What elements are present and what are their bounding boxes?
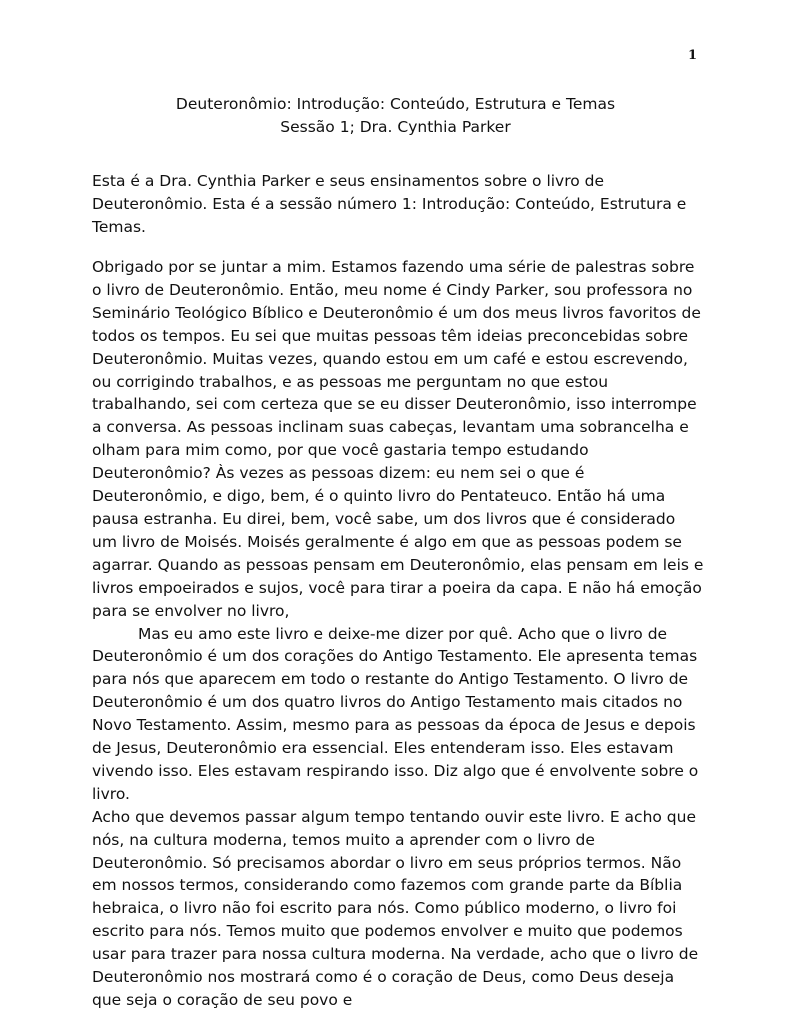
body-paragraph-3: Acho que devemos passar algum tempo tentando ouvir este livro. E acho que nós, na cultura moderna, temos muito a aprender com o livro de Deuteronômio. Só precisamos abordar o livro em seus próprios termos. Não em nossos termos, considerando como fazemos com grande parte da Bíblia hebraica, o livro não foi escrito para nós. Como público moderno, o livro foi escrito para nós. Temos muito que podemos envolver e muito que podemos usar para trazer para nossa cultura moderna. Na verdade, acho que o livro de Deuteronômio nos mostrará como é o coração de Deus, como Deus deseja que seja o coração de seu povo e bbox=[92, 807, 699, 1009]
body-paragraph-2: Mas eu amo este livro e deixe-me dizer por quê. Acho que o livro de Deuteronômio é um dos corações do Antigo Testamento. Ele apresenta temas para nós que aparecem em todo o restante do Antigo Testamento. O livro de Deuteronômio é um dos quatro livros do Antigo Testamento mais citados no Novo Testamento. Assim, mesmo para as pessoas da época de Jesus e depois de Jesus, Deuteronômio era essencial. Eles entenderam isso. Eles estavam vivendo isso. Eles estavam respirando isso. Diz algo que é envolvente sobre o livro. bbox=[92, 624, 699, 803]
title-line-2: Sessão 1; Dra. Cynthia Parker bbox=[280, 118, 511, 136]
body-text bbox=[92, 256, 704, 1012]
title-line-1: Deuteronômio: Introdução: Conteúdo, Estrutura e Temas bbox=[175, 95, 616, 113]
intro-paragraph: Esta é a Dra. Cynthia Parker e seus ensinamentos sobre o livro de Deuteronômio. Esta é a sessão número 1: Introdução: Conteúdo, Estrutura e Temas. bbox=[92, 172, 687, 236]
document-title bbox=[0, 93, 791, 139]
body-paragraph-1: Obrigado por se juntar a mim. Estamos fazendo uma série de palestras sobre o livro de Deuteronômio. Então, meu nome é Cindy Parker, sou professora no Seminário Teológico Bíblico e Deuteronômio é um dos meus livros favoritos de todos os tempos. Eu sei que muitas pessoas têm ideias preconcebidas sobre Deuteronômio. Muitas vezes, quando estou em um café e estou escrevendo, ou corrigindo trabalhos, e as pessoas me perguntam no que estou trabalhando, sei com certeza que se eu disser Deuteronômio, isso interrompe a conversa. As pessoas inclinam suas cabeças, levantam uma sobrancelha e olham para mim como, por que você gastaria tempo estudando Deuteronômio? Às vezes as pessoas dizem: eu nem sei o que é Deuteronômio, e digo, bem, é o quinto livro do Pentateuco. Então há uma pausa estranha. Eu direi, bem, você sabe, um dos livros que é considerado um livro de Moisés. Moisés geralmente é algo em que as pessoas podem se agarrar. Quando as pessoas pensam em Deuteronômio, elas pensam em leis e livros empoeirados e sujos, você para tirar a poeira da capa. E não há emoção para se envolver no livro, bbox=[92, 258, 704, 620]
page-number: 1 bbox=[687, 48, 697, 63]
